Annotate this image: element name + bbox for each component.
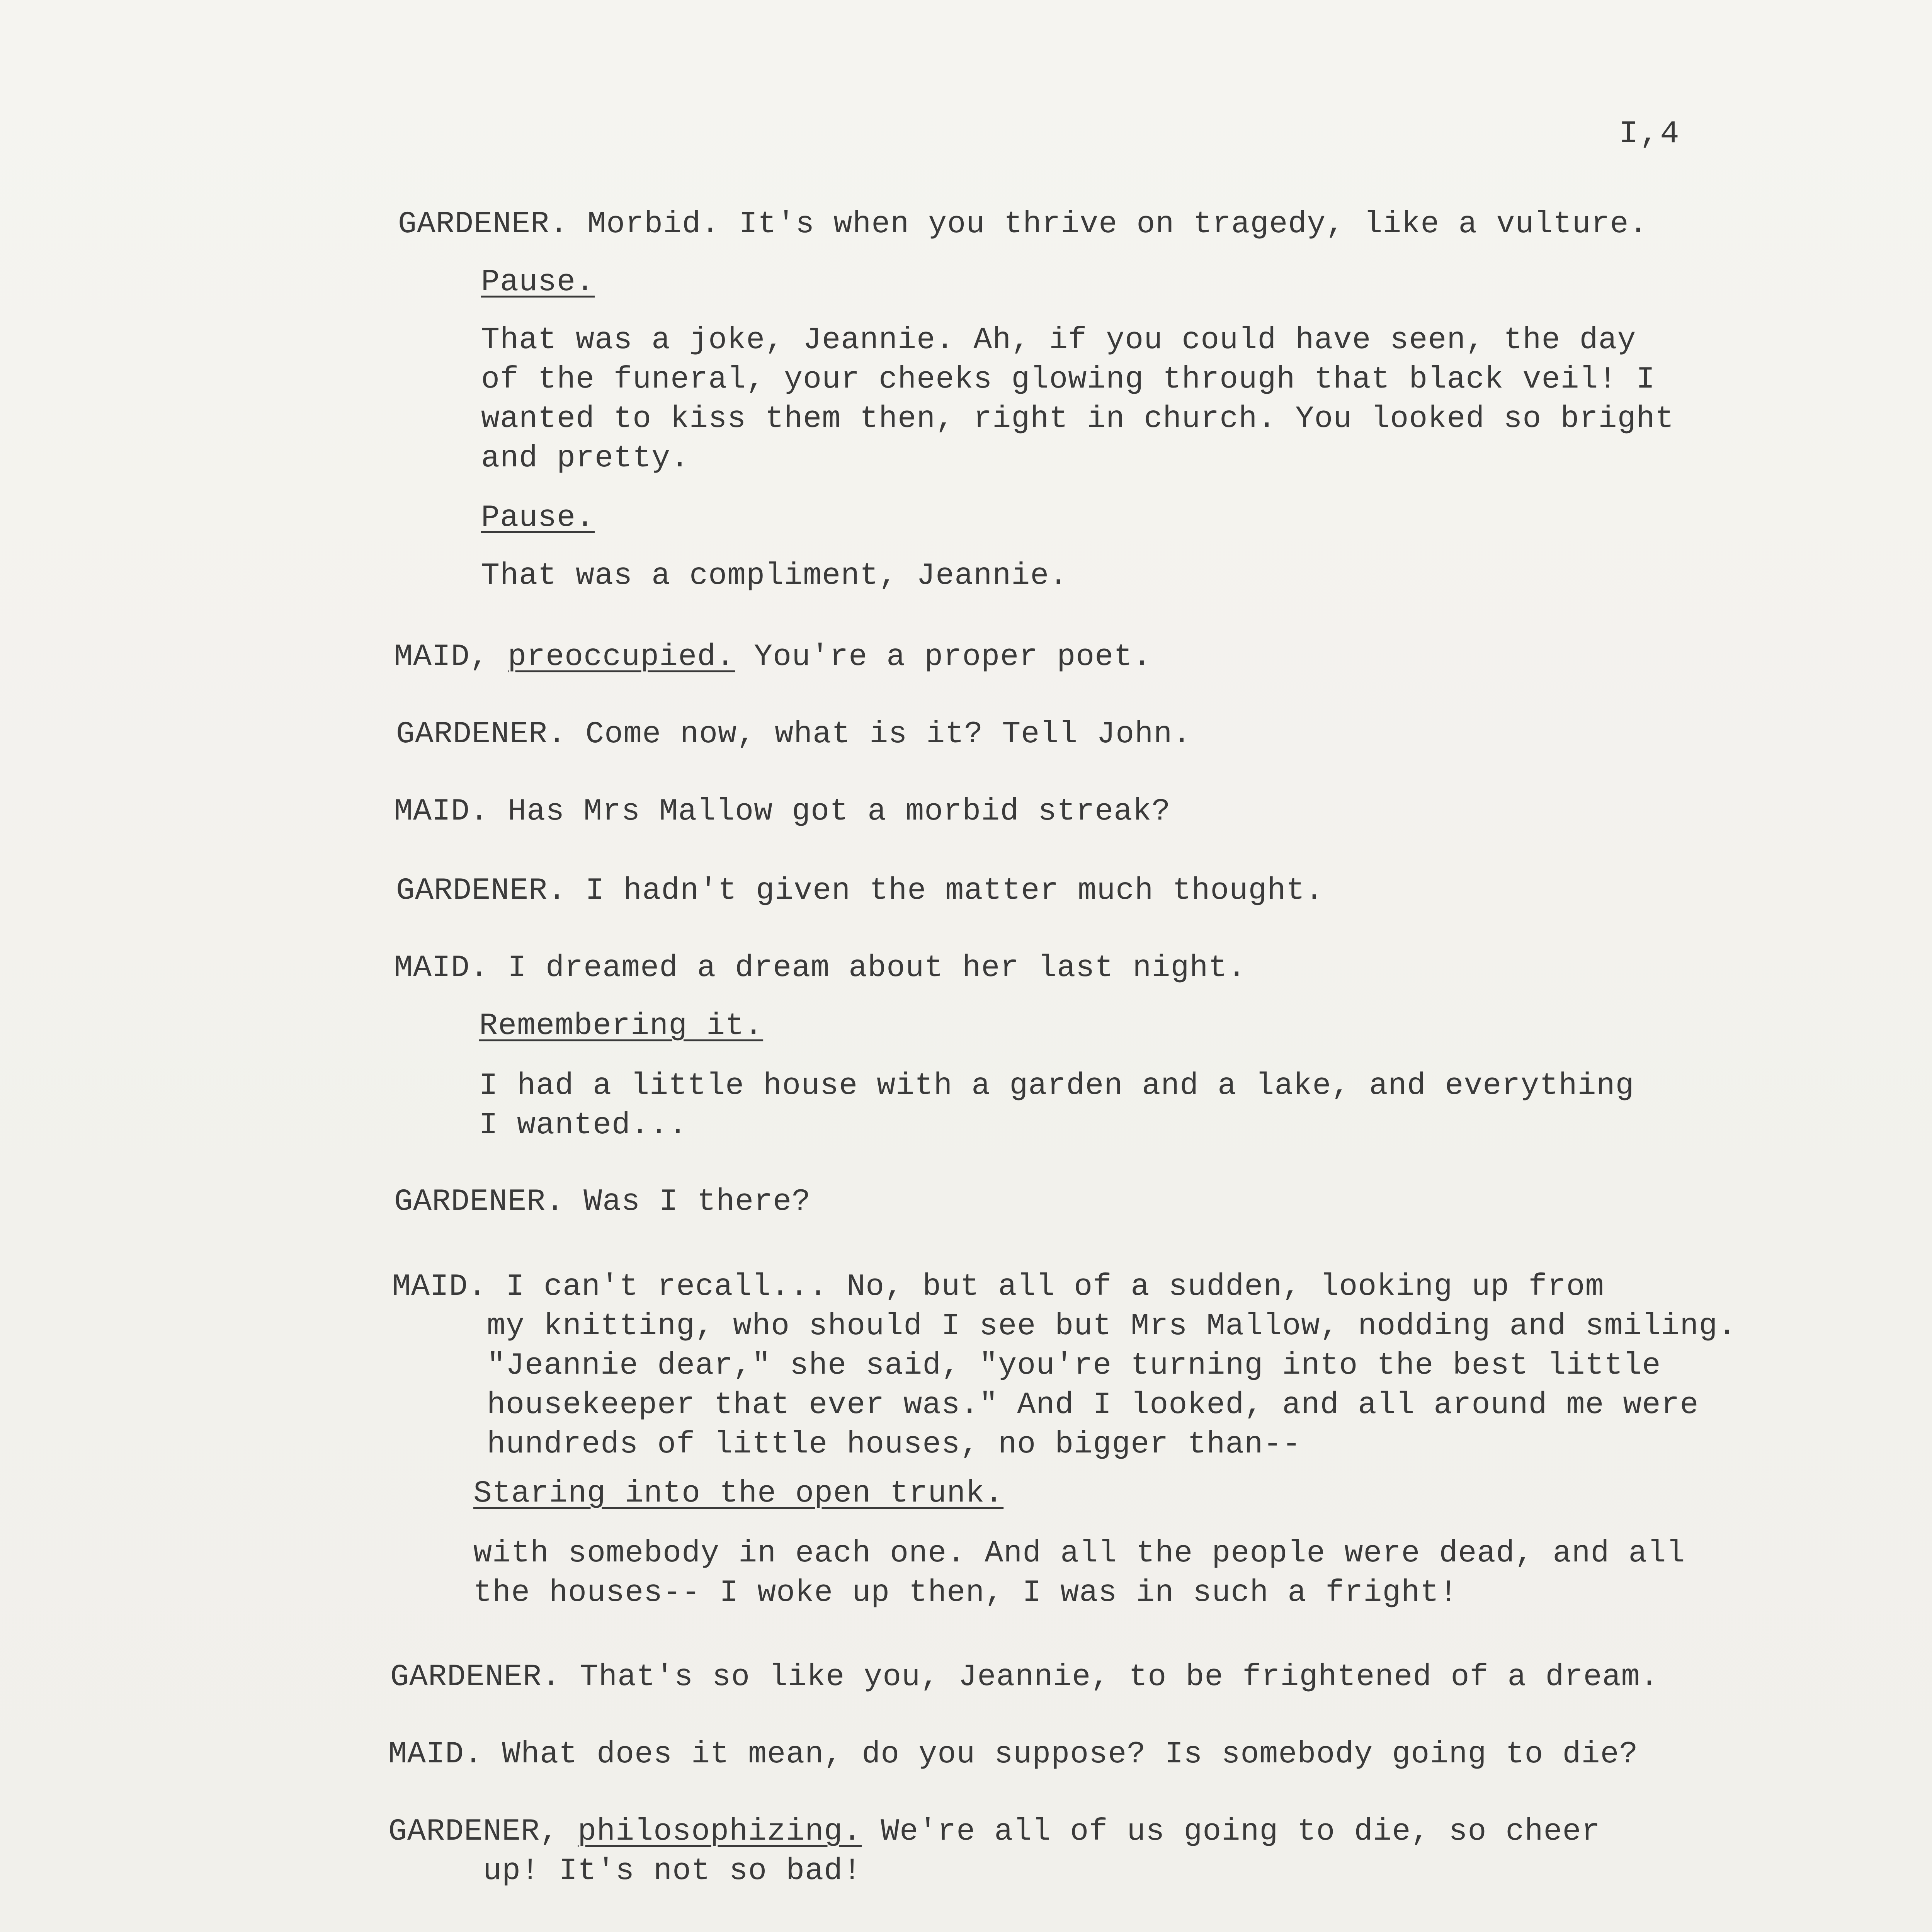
speaker-name: GARDENER. xyxy=(398,207,569,242)
dialogue-line xyxy=(390,1658,1659,1697)
speaker-name: GARDENER, xyxy=(388,1814,559,1849)
speaker-name: GARDENER. xyxy=(396,873,567,908)
dialogue-paragraph: with somebody in each one. And all the people were dead, and all the houses-- I woke up then, I was in such a fright! xyxy=(473,1536,1685,1611)
dialogue-line xyxy=(388,1812,1600,1891)
dialogue-line xyxy=(396,871,1324,911)
dialogue-line xyxy=(388,1735,1638,1774)
stage-direction-text: philosophizing. xyxy=(578,1814,862,1849)
stage-direction xyxy=(481,263,595,302)
speaker-name: MAID. xyxy=(388,1737,483,1772)
dialogue-line xyxy=(398,205,1648,244)
speaker-name: MAID, xyxy=(394,639,489,675)
stage-direction xyxy=(479,1007,763,1046)
dialogue-line xyxy=(394,792,1170,832)
dialogue-text: That's so like you, Jeannie, to be frightened of a dream. xyxy=(561,1660,1659,1695)
speaker-name: GARDENER. xyxy=(396,717,567,752)
speaker-name: MAID. xyxy=(392,1269,487,1304)
stage-direction-text: Remembering it. xyxy=(479,1009,764,1044)
dialogue-text: I dreamed a dream about her last night. xyxy=(489,951,1247,986)
page-number: I,4 xyxy=(1619,116,1681,152)
dialogue-line xyxy=(392,1267,1737,1464)
dialogue-text: Morbid. It's when you thrive on tragedy, like a vulture. xyxy=(568,207,1648,242)
stage-direction-text: Pause. xyxy=(481,500,595,536)
stage-direction xyxy=(481,498,595,538)
stage-direction xyxy=(473,1474,1003,1514)
speaker-name: MAID. xyxy=(394,794,489,829)
dialogue-text: You're a proper poet. xyxy=(735,639,1152,675)
dialogue-text: I hadn't given the matter much thought. xyxy=(566,873,1324,908)
stage-direction-text: preoccupied. xyxy=(508,639,735,675)
dialogue-text: Come now, what is it? Tell John. xyxy=(566,717,1192,752)
dialogue-line xyxy=(396,715,1191,754)
dialogue-paragraph: That was a joke, Jeannie. Ah, if you could have seen, the day of the funeral, your cheeks glowing through that black veil! I wanted to kiss them then, right in church. You looked so bright and pretty. xyxy=(481,323,1674,476)
dialogue-text: I can't recall... No, but all of a sudden, looking up from my knitting, who should I see but Mrs Mallow, nodding and smiling. "Jeannie dear," she said, "you're turning into the best little housekeeper that ever was." And I looked, and all around me were hundreds of little houses, no bigger than-- xyxy=(487,1269,1737,1462)
dialogue-continuation: up! It's not so bad! xyxy=(388,1854,862,1889)
dialogue-line xyxy=(394,949,1246,988)
dialogue-text: What does it mean, do you suppose? Is somebody going to die? xyxy=(483,1737,1638,1772)
speaker-name: GARDENER. xyxy=(394,1184,565,1219)
dialogue-text: Has Mrs Mallow got a morbid streak? xyxy=(489,794,1171,829)
dialogue-line xyxy=(394,1182,811,1222)
dialogue-paragraph: That was a compliment, Jeannie. xyxy=(481,558,1068,594)
dialogue-text: We're all of us going to die, so cheer xyxy=(862,1814,1600,1849)
speaker-name: MAID. xyxy=(394,951,489,986)
dialogue-paragraph: I had a little house with a garden and a lake, and everything I wanted... xyxy=(479,1068,1634,1143)
dialogue-line xyxy=(394,638,1151,677)
speaker-name: GARDENER. xyxy=(390,1660,561,1695)
stage-direction-text: Pause. xyxy=(481,265,595,300)
dialogue-text: Was I there? xyxy=(565,1184,811,1219)
stage-direction-text: Staring into the open trunk. xyxy=(473,1476,1004,1511)
